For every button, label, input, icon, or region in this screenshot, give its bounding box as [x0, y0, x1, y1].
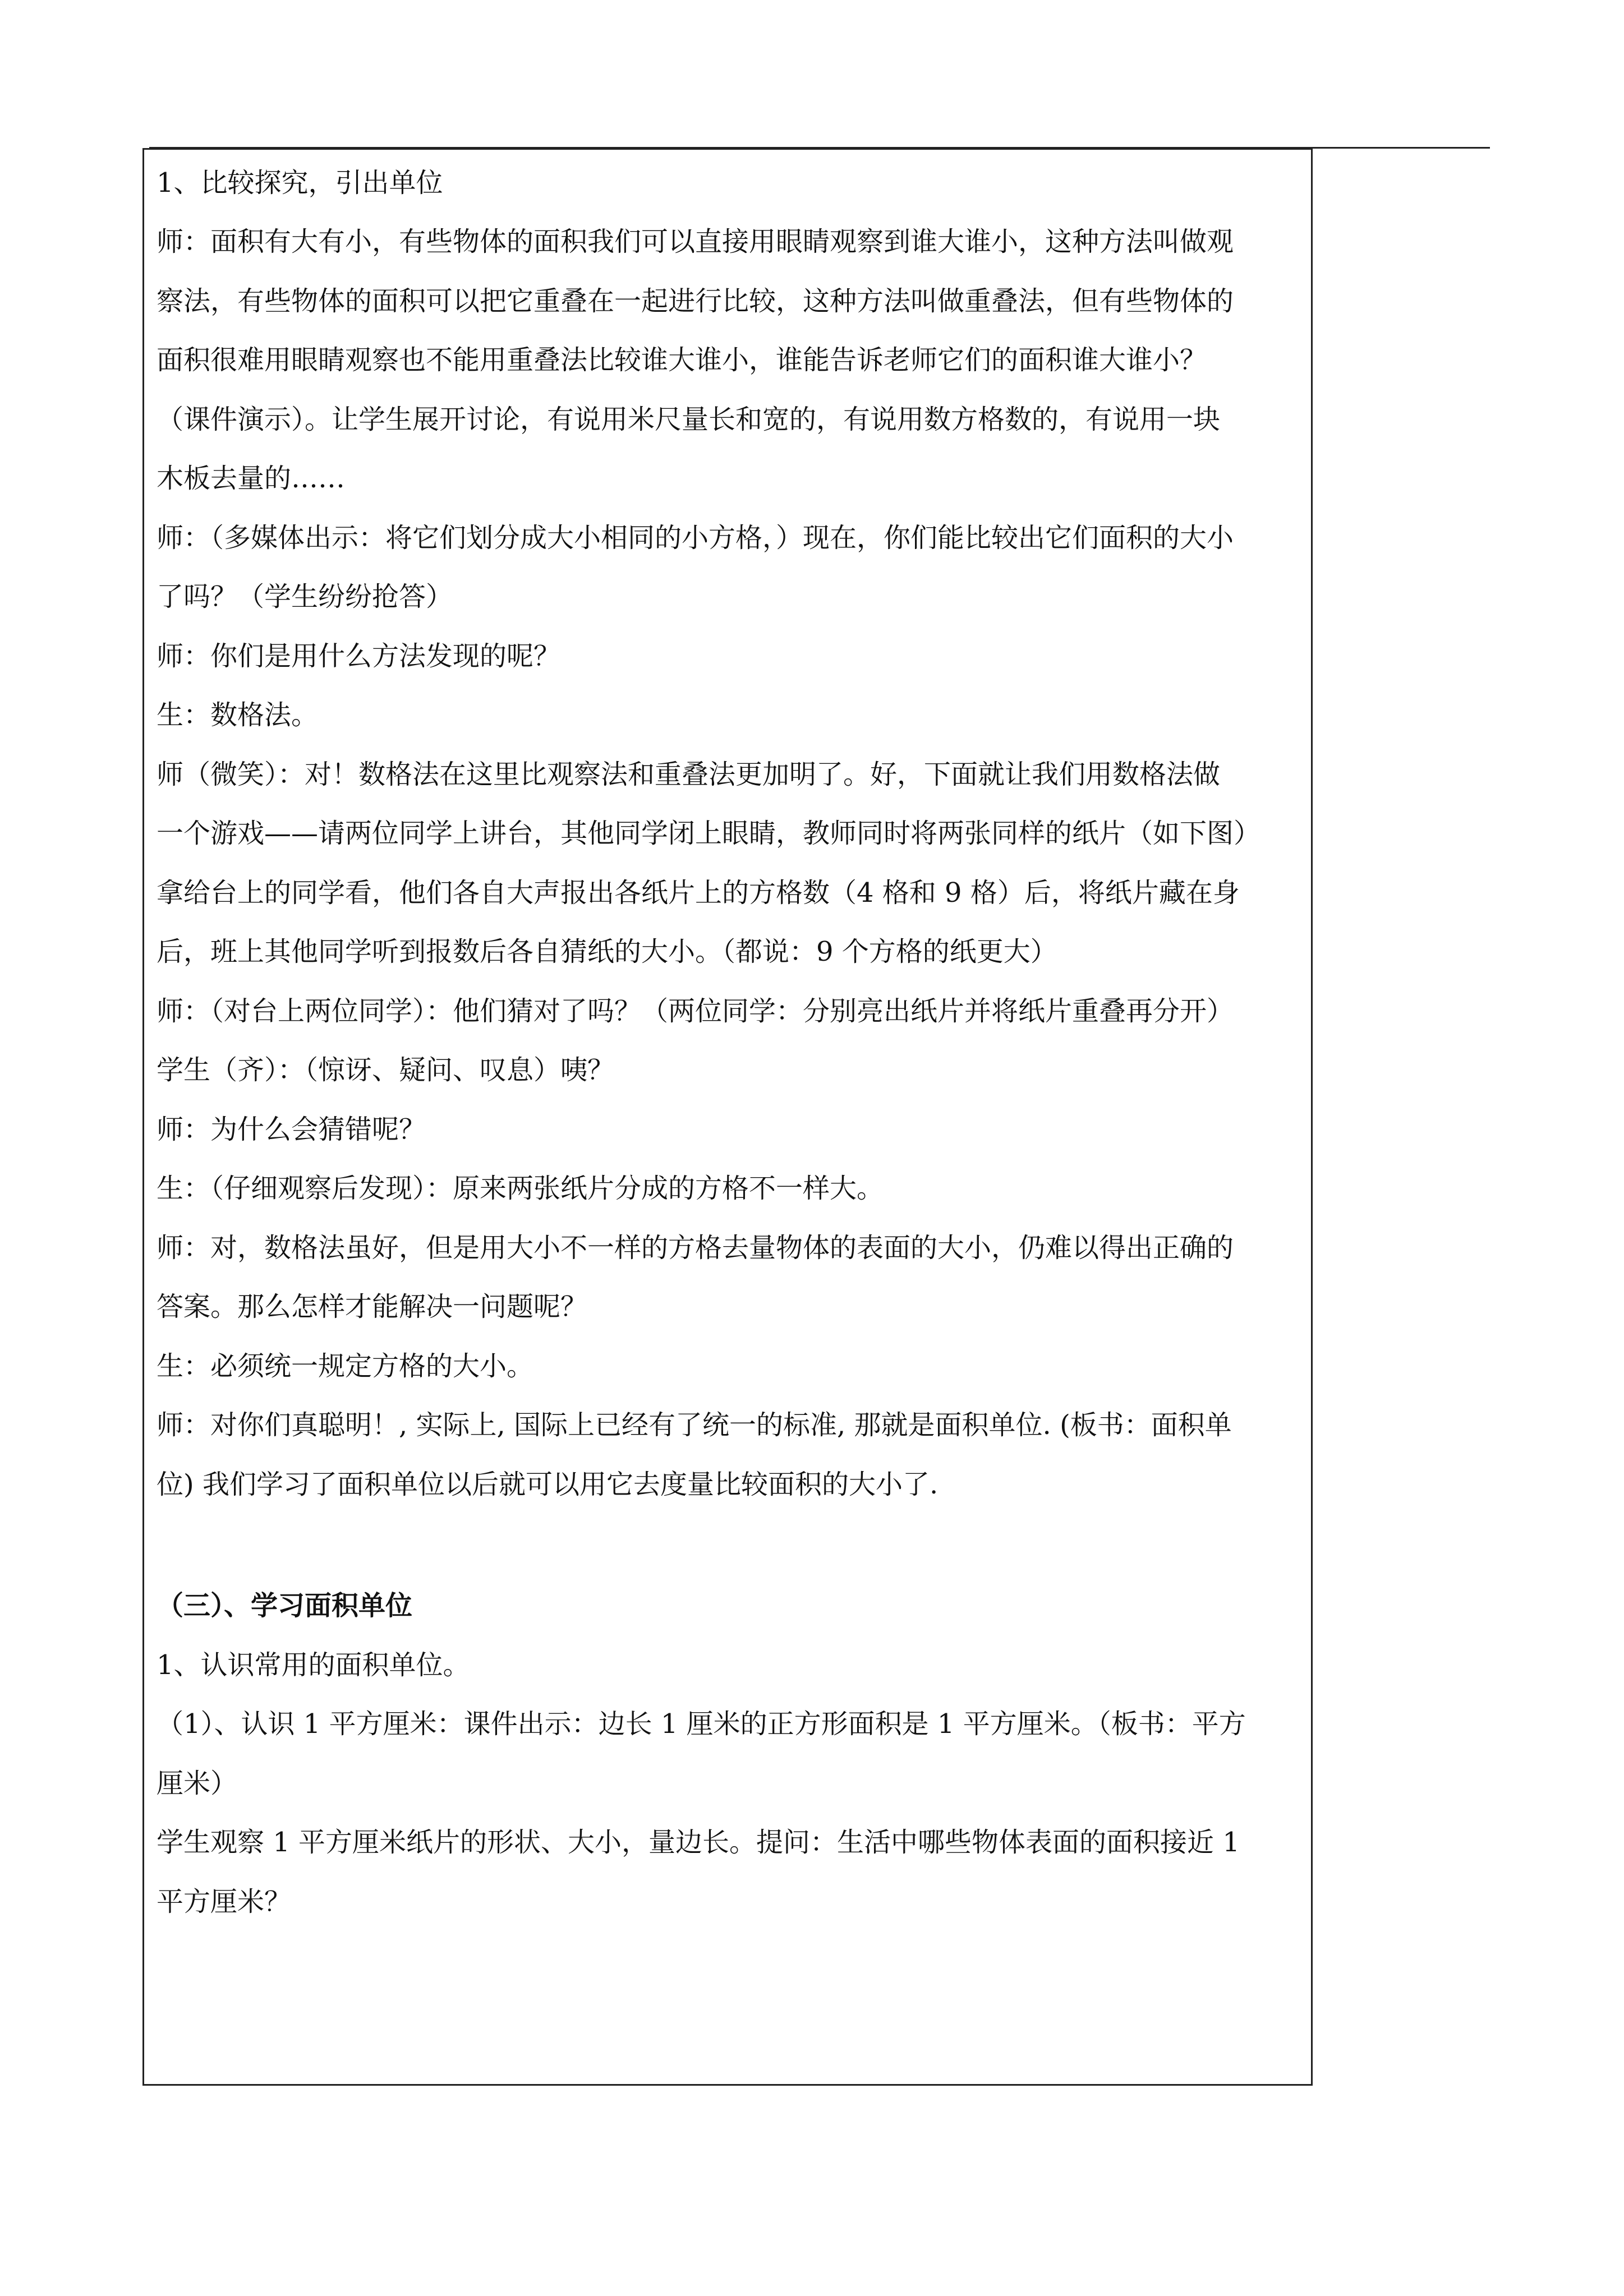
text-line: 师：你们是用什么方法发现的呢？: [157, 640, 561, 672]
text-line: 平方厘米？: [157, 1886, 292, 1917]
text-line: 拿给台上的同学看，他们各自大声报出各纸片上的方格数（4 格和 9 格）后，将纸片藏在身: [157, 877, 1240, 909]
text-line: （课件演示）。让学生展开讨论，有说用米尺量长和宽的，有说用数方格数的，有说用一块: [157, 404, 1221, 435]
text-line: （1）、认识 1 平方厘米：课件出示：边长 1 厘米的正方形面积是 1 平方厘米。（板书：平方: [157, 1708, 1246, 1740]
text-line: 师：对，数格法虽好，但是用大小不一样的方格去量物体的表面的大小，仍难以得出正确的: [157, 1232, 1234, 1264]
text-line: 生：必须统一规定方格的大小。: [157, 1350, 534, 1382]
text-line: 学生观察 1 平方厘米纸片的形状、大小，量边长。提问：生活中哪些物体表面的面积接近 1: [157, 1827, 1240, 1858]
text-line: 后，班上其他同学听到报数后各自猜纸的大小。（都说：9 个方格的纸更大）: [157, 936, 1057, 967]
text-line: 师（微笑）：对！数格法在这里比观察法和重叠法更加明了。好，下面就让我们用数格法做: [157, 759, 1221, 790]
text-line: 1、比较探究，引出单位: [157, 167, 443, 199]
text-line: 师：对你们真聪明！, 实际上, 国际上已经有了统一的标准, 那就是面积单位. (板书：面积单: [157, 1409, 1232, 1441]
text-line: 察法，有些物体的面积可以把它重叠在一起进行比较，这种方法叫做重叠法，但有些物体的: [157, 285, 1234, 317]
text-line: 生：（仔细观察后发现）：原来两张纸片分成的方格不一样大。: [157, 1173, 884, 1204]
table-cell-frame: [142, 148, 1313, 2086]
text-line: 位) 我们学习了面积单位以后就可以用它去度量比较面积的大小了.: [157, 1469, 938, 1500]
text-line: 学生（齐）：（惊讶、疑问、叹息）咦？: [157, 1054, 615, 1086]
text-line: 生：数格法。: [157, 699, 319, 731]
text-line: 答案。那么怎样才能解决一问题呢？: [157, 1291, 588, 1322]
text-line: 师：（对台上两位同学）：他们猜对了吗？（两位同学：分别亮出纸片并将纸片重叠再分开）: [157, 995, 1234, 1027]
text-line: 1、认识常用的面积单位。: [157, 1649, 470, 1681]
text-line: 了吗？（学生纷纷抢答）: [157, 581, 453, 612]
text-line: 师：为什么会猜错呢？: [157, 1114, 426, 1145]
text-line: 师：面积有大有小，有些物体的面积我们可以直接用眼睛观察到谁大谁小，这种方法叫做观: [157, 226, 1234, 257]
section-heading: （三）、学习面积单位: [157, 1590, 413, 1621]
text-line: 师：（多媒体出示：将它们划分成大小相同的小方格，）现在，你们能比较出它们面积的大小: [157, 522, 1234, 554]
text-line: 厘米）: [157, 1768, 238, 1799]
text-line: 面积很难用眼睛观察也不能用重叠法比较谁大谁小，谁能告诉老师它们的面积谁大谁小？: [157, 344, 1207, 376]
text-line: 一个游戏——请两位同学上讲台，其他同学闭上眼睛，教师同时将两张同样的纸片（如下图）: [157, 818, 1261, 849]
text-line: 木板去量的……: [157, 463, 346, 494]
